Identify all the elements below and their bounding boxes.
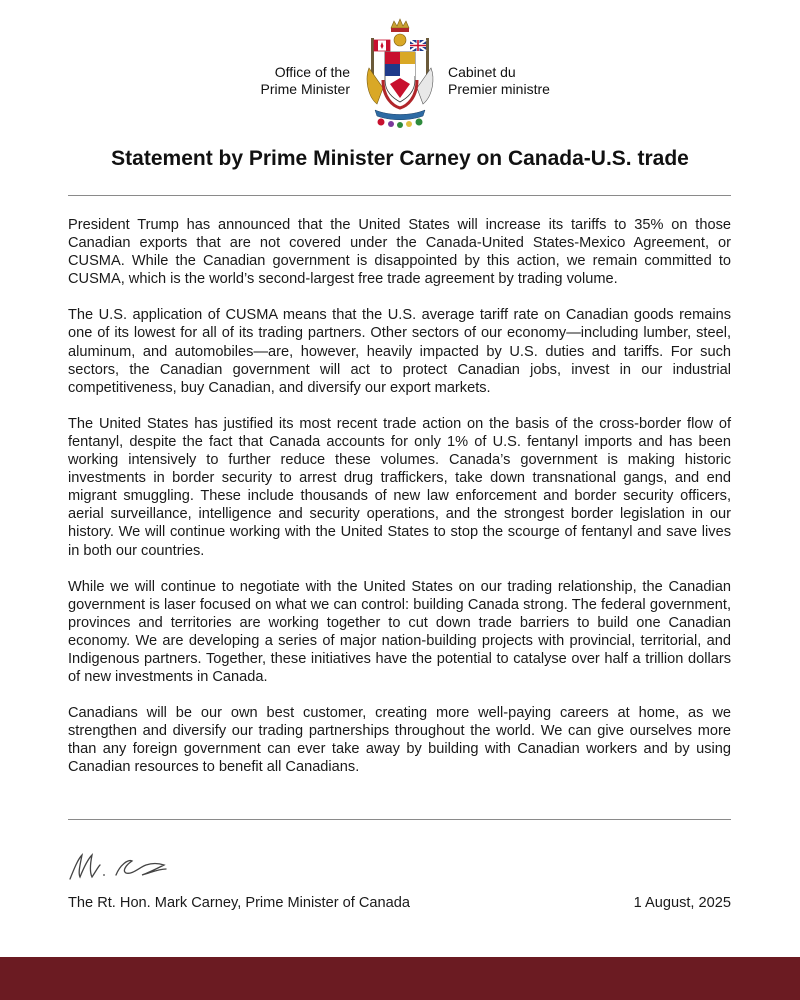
paragraph: While we will continue to negotiate with the United States on our trading relationship, the Canadian government is laser focused on what we can control: building Canada strong. The federal government, provinces and territories are working together to cut down trade barriers to build one Canadian economy. We are developing a series of major nation-building projects with provincial, territorial, and Indigenous partners. Together, these initiatives have the potential to catalyse over half a trillion dollars of new investments in Canada. bbox=[68, 578, 731, 686]
footer-band bbox=[0, 957, 800, 1000]
coat-of-arms-of-canada-icon bbox=[359, 18, 441, 130]
office-en-line-1: Office of the bbox=[274, 64, 350, 80]
paragraph: President Trump has announced that the United States will increase its tariffs to 35% on those Canadian exports that are not covered under the Canada-United States-Mexico Agreement, or CUSMA. While the Canadian government is disappointed by this action, we remain committed to CUSMA, which is the world’s second-largest free trade agreement by trading volume. bbox=[68, 217, 731, 288]
signatory-name: The Rt. Hon. Mark Carney, Prime Minister of Canada bbox=[68, 895, 410, 911]
statement-title: Statement by Prime Minister Carney on Canada-U.S. trade bbox=[111, 147, 689, 170]
office-en-line-2: Prime Minister bbox=[260, 81, 350, 97]
title-divider bbox=[68, 195, 731, 196]
statement-body bbox=[68, 216, 731, 795]
paragraph: The United States has justified its most recent trade action on the basis of the cross-border flow of fentanyl, despite the fact that Canada accounts for only 1% of U.S. fentanyl imports and has been working intensively to further reduce these volumes. Canada’s government is making historic investments in border security to arrest drug traffickers, take down transnational gangs, and end migrant smuggling. These include thousands of new law enforcement and border security officers, aerial surveillance, intelligence and security operations, and the strongest border legislation in our history. We will continue working with the United States to stop the scourge of fentanyl and save lives in both our countries. bbox=[68, 415, 731, 559]
office-name-english bbox=[150, 64, 350, 98]
letterhead bbox=[0, 18, 800, 130]
office-name-french bbox=[448, 64, 648, 98]
office-fr-line-1: Cabinet du bbox=[448, 64, 516, 80]
office-fr-line-2: Premier ministre bbox=[448, 81, 550, 97]
paragraph: Canadians will be our own best customer, creating more well-paying careers at home, as we strengthen and diversify our trading partnerships throughout the world. We can give ourselves more than any foreign government can ever take away by building with Canadian workers and by using Canadian resources to benefit all Canadians. bbox=[68, 705, 731, 776]
signature-divider bbox=[68, 819, 731, 820]
statement-date: 1 August, 2025 bbox=[633, 895, 731, 911]
handwritten-signature-icon bbox=[66, 845, 176, 885]
paragraph: The U.S. application of CUSMA means that the U.S. average tariff rate on Canadian goods remains one of its lowest for all of its trading partners. Other sectors of our economy—including lumber, steel, aluminum, and automobiles—are, however, heavily impacted by U.S. duties and tariffs. For such sectors, the Canadian government will act to protect Canadian jobs, invest in our industrial competitiveness, buy Canadian, and diversify our export markets. bbox=[68, 307, 731, 396]
